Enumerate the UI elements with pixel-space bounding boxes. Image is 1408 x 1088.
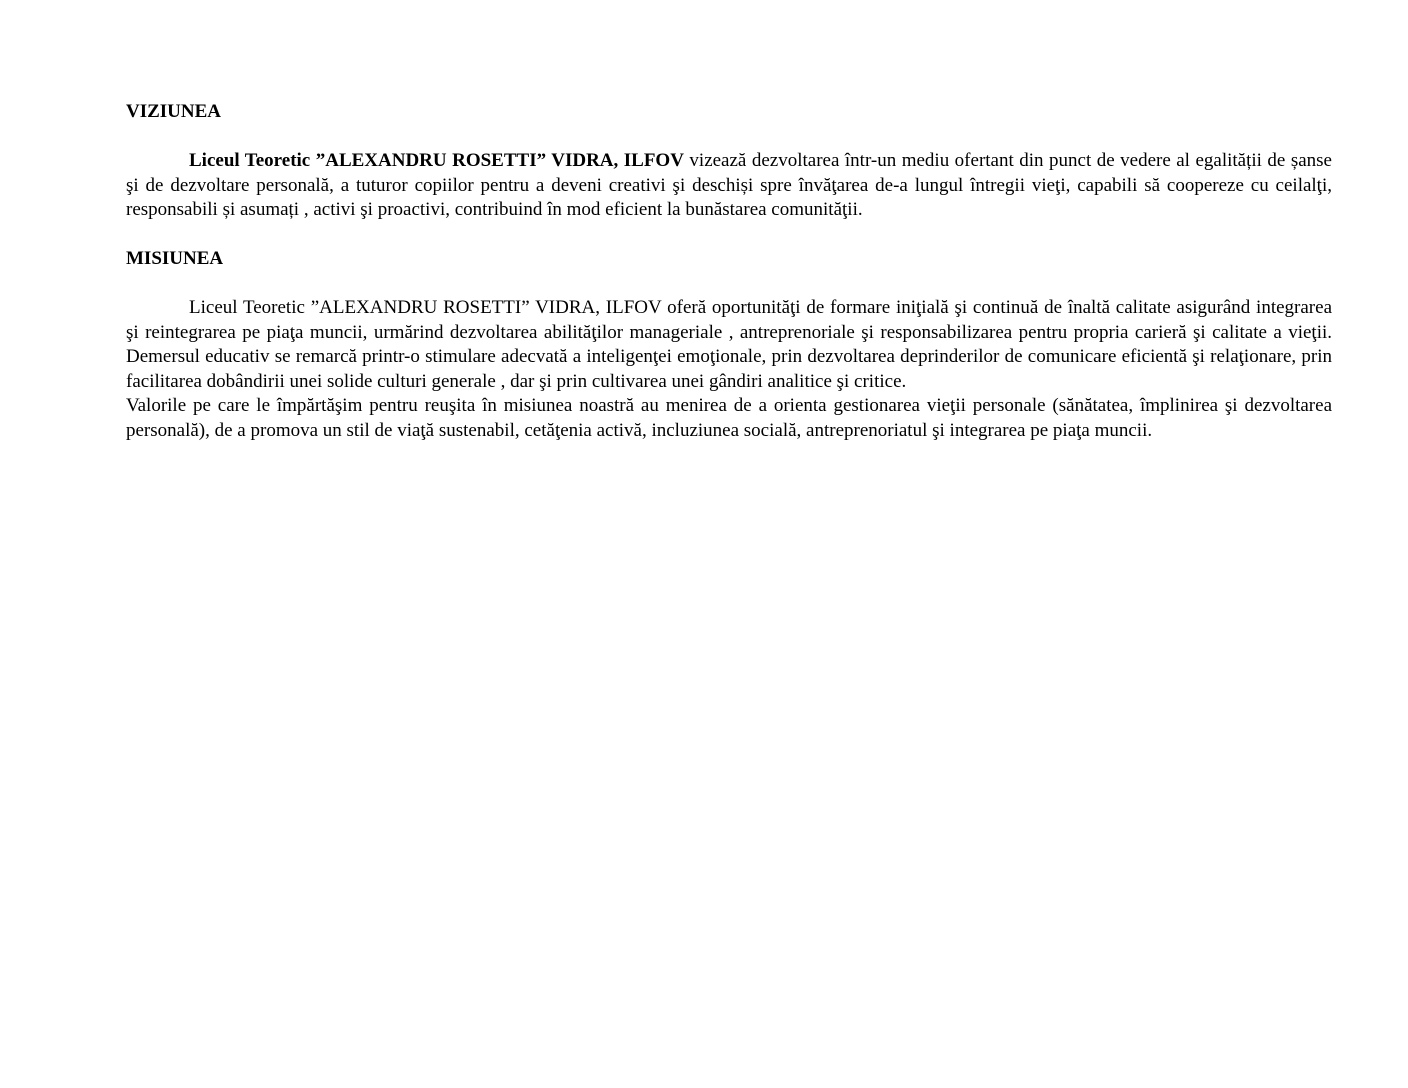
spacer: [126, 272, 1332, 297]
school-name: Liceul Teoretic ”ALEXANDRU ROSETTI” VIDRA, ILFOV: [189, 150, 684, 171]
vision-heading: VIZIUNEA: [126, 101, 222, 122]
document-page: [126, 100, 1332, 443]
spacer: [126, 223, 1332, 248]
spacer: [126, 125, 1332, 150]
mission-heading: MISIUNEA: [126, 248, 224, 269]
mission-paragraph-1: Liceul Teoretic ”ALEXANDRU ROSETTI” VIDRA, ILFOV oferă oportunităţi de formare iniţială şi continuă de înaltă calitate asigurând integrarea şi reintegrarea pe piaţa muncii, urmărind dezvoltarea abilităţilor manageriale , antreprenoriale şi responsabilizarea pentru propria carieră şi calitate a vieţii. Demersul educativ se remarcă printr-o stimulare adecvată a inteligenţei emoţionale, prin dezvoltarea deprinderilor de comunicare eficientă şi relaţionare, prin facilitarea dobândirii unei solide culturi generale , dar şi prin cultivarea unei gândiri analitice şi critice.: [126, 297, 1332, 392]
vision-paragraph: [126, 149, 1332, 223]
vision-text: vizează dezvoltarea într-un mediu ofertant din punct de vedere al egalității de șanse şi de dezvoltare personală, a tuturor copiilor pentru a deveni creativi şi deschiși spre învăţarea de-a lungul întregii vieţi, capabili să coopereze cu ceilalţi, responsabili și asumați , activi şi proactivi, contribuind în mod eficient la bunăstarea comunităţii.: [126, 150, 1332, 220]
mission-paragraph-2: Valorile pe care le împărtăşim pentru reuşita în misiunea noastră au menirea de a orienta gestionarea vieţii personale (sănătatea, împlinirea şi dezvoltarea personală), de a promova un stil de viaţă sustenabil, cetăţenia activă, incluziunea socială, antreprenoriatul şi integrarea pe piaţa muncii.: [126, 395, 1332, 441]
